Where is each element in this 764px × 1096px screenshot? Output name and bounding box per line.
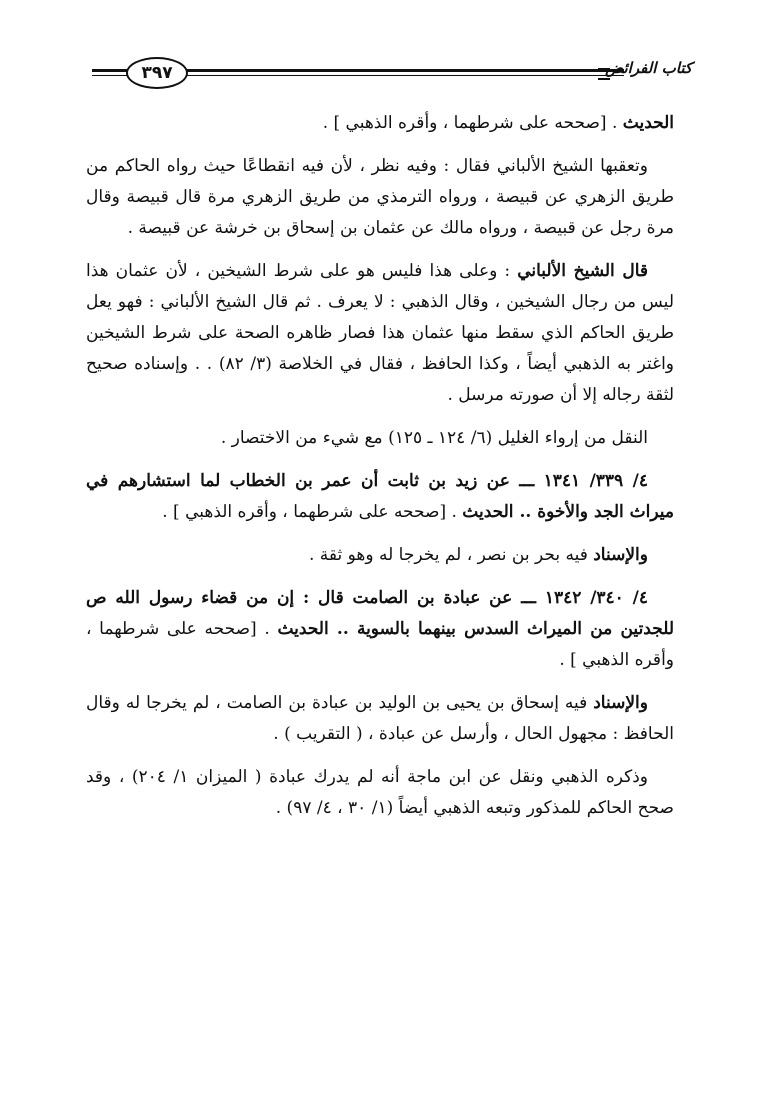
page-number: ٣٩٧ [126, 57, 188, 89]
hadith-lead: الحديث [622, 113, 674, 133]
page-header [92, 56, 692, 92]
hadith-heading: ٤/ ٣٤٠/ ١٣٤٢ ـــ عن عبادة بن الصامت قال : إن من قضاء رسول الله ص للجدتين من الميراث السدس بينهما بالسوية .. الحديث [86, 588, 675, 639]
paragraph-text: . [صححه على شرطهما ، وأقره الذهبي ] . [162, 502, 457, 522]
paragraph-text: . [صححه على شرطهما ، وأقره الذهبي ] . [322, 113, 618, 133]
hadith-heading: ٤/ ٣٣٩/ ١٣٤١ ـــ عن زيد بن ثابت أن عمر بن الخطاب لما استشارهم في ميراث الجد والأخوة .. الحديث [86, 471, 674, 522]
paragraph [86, 151, 674, 244]
paragraph [86, 540, 674, 571]
paragraph-lead: والإسناد [593, 545, 648, 565]
paragraph [86, 423, 674, 454]
paragraph-text: وتعقبها الشيخ الألباني فقال : وفيه نظر ، لأن فيه انقطاعًا حيث رواه الحاكم من طريق الزهري عن قبيصة ، ورواه الترمذي من طريق الزهري مرة قال قبيصة وقال مرة رجل عن قبيصة ، ورواه مالك عن عثمان بن إسحاق بن خرشة عن قبيصة . [86, 156, 674, 238]
paragraph-text: فيه بحر بن نصر ، لم يخرجا له وهو ثقة . [308, 545, 588, 565]
header-rule-main [184, 69, 624, 72]
paragraph [86, 688, 674, 750]
book-title: كتاب الفرائض [605, 59, 692, 77]
paragraph-text: : وعلى هذا فليس هو على شرط الشيخين ، لأن عثمان هذا ليس من رجال الشيخين ، وقال الذهبي : لا يعرف . ثم قال الشيخ الألباني : فهو يعل طريق الحاكم الذي سقط منها عثمان هذا فصار ظاهره الصحة على شرط الشيخين واغتر به الذهبي أيضاً ، وكذا الحافظ ، فقال في الخلاصة (٣/ ٨٢) . . وإسناده صحيح لثقة رجاله إلا أن صورته مرسل . [86, 261, 674, 405]
paragraph-text: وذكره الذهبي ونقل عن ابن ماجة أنه لم يدرك عبادة ( الميزان ١/ ٢٠٤) ، وقد صحح الحاكم للمذكور وتبعه الذهبي أيضاً (١/ ٣٠ ، ٤/ ٩٧) . [86, 767, 674, 818]
paragraph [86, 762, 674, 824]
paragraph [86, 466, 674, 528]
paragraph-text: فيه إسحاق بن يحيى بن الوليد بن عبادة بن الصامت ، لم يخرجا له وقال الحافظ : مجهول الحال ، وأرسل عن عبادة ، ( التقريب ) . [86, 693, 674, 744]
page-body [86, 108, 674, 836]
paragraph-text: النقل من إرواء الغليل (٦/ ١٢٤ ـ ١٢٥) مع شيء من الاختصار . [220, 428, 648, 448]
paragraph-lead: قال الشيخ الألباني [517, 261, 649, 281]
paragraph [86, 256, 674, 411]
paragraph-text: . [صححه على شرطهما ، وأقره الذهبي ] . [86, 619, 674, 670]
header-rule-main-thin [184, 75, 624, 76]
paragraph [86, 583, 674, 676]
paragraph-lead: والإسناد [593, 693, 648, 713]
paragraph [86, 108, 674, 139]
